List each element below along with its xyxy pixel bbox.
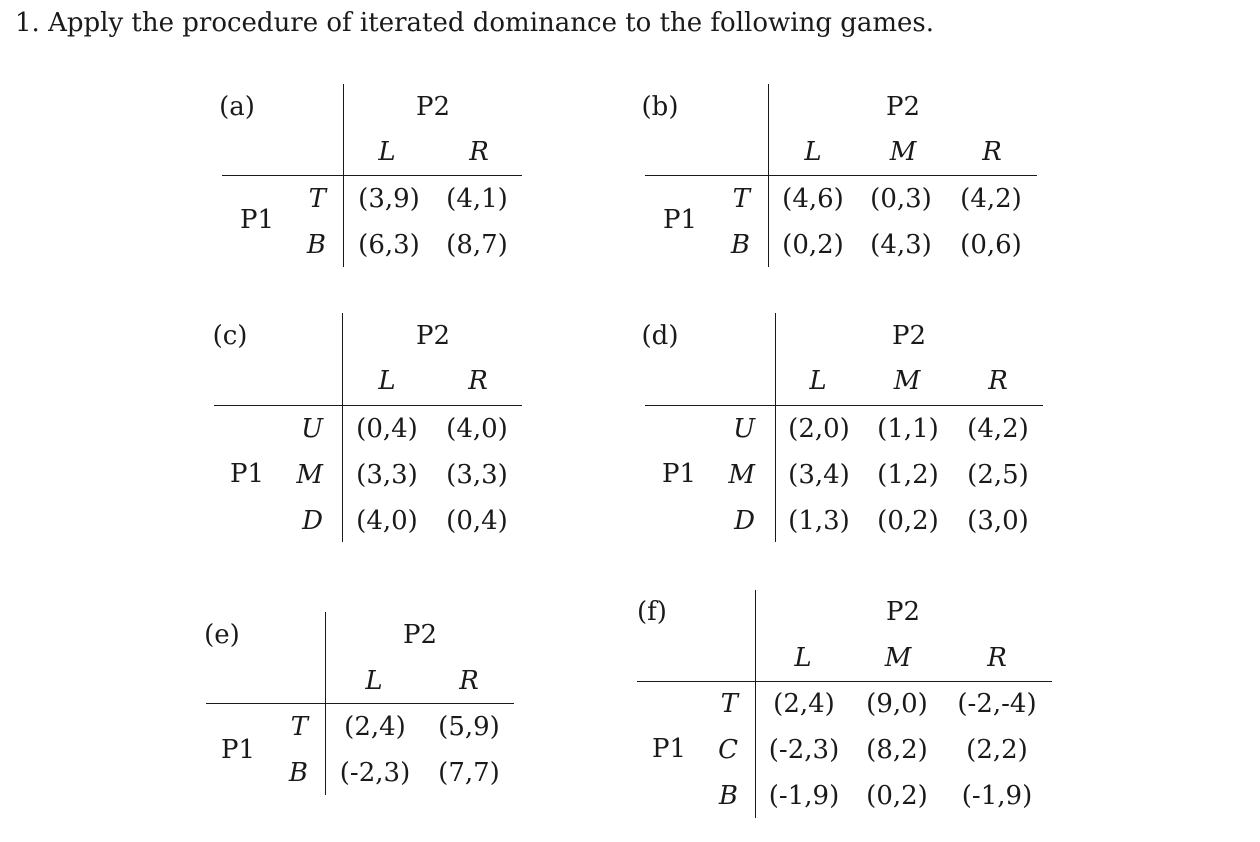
row-strategy-D: D [302,506,323,536]
column-strategy-R: R [459,666,479,696]
payoff-cell: (8,7) [446,230,508,260]
row-strategy-T: T [290,712,308,742]
column-player-label: P2 [415,92,451,122]
row-strategy-D: D [734,506,755,536]
row-player-label: P1 [229,459,265,489]
column-strategy-R: R [469,137,489,167]
column-strategy-L: L [378,137,396,167]
payoff-cell: (1,2) [877,460,939,490]
row-strategy-T: T [308,184,326,214]
row-strategy-M: M [728,460,755,490]
row-player-label: P1 [651,734,687,764]
payoff-cell: (0,6) [960,230,1022,260]
game-label: (e) [204,620,240,650]
payoff-cell: (4,0) [446,414,508,444]
payoff-cell: (0,2) [877,506,939,536]
payoff-cell: (1,1) [877,414,939,444]
game-label: (c) [212,321,248,351]
column-strategy-L: L [794,643,812,673]
horizontal-divider [645,405,1043,406]
payoff-cell: (4,3) [870,230,932,260]
payoff-cell: (0,4) [446,506,508,536]
payoff-cell: (4,0) [356,506,418,536]
payoff-cell: (4,1) [446,184,508,214]
payoff-cell: (1,3) [788,506,850,536]
vertical-divider [755,590,756,818]
row-strategy-C: C [718,735,738,765]
column-strategy-M: M [884,643,912,673]
payoff-cell: (2,5) [967,460,1029,490]
payoff-cell: (-2,-4) [957,689,1037,719]
column-player-label: P2 [402,620,438,650]
payoff-cell: (2,2) [966,735,1028,765]
column-strategy-R: R [468,366,488,396]
horizontal-divider [214,405,522,406]
payoff-cell: (3,9) [358,184,420,214]
game-label: (f) [637,597,667,627]
column-strategy-L: L [378,366,396,396]
payoff-cell: (4,2) [967,414,1029,444]
payoff-cell: (3,3) [356,460,418,490]
row-strategy-B: B [288,758,308,788]
payoff-cell: (-1,9) [768,781,840,811]
row-strategy-B: B [730,230,750,260]
payoff-cell: (3,3) [446,460,508,490]
column-strategy-L: L [809,366,827,396]
row-strategy-T: T [732,184,750,214]
row-player-label: P1 [220,735,256,765]
payoff-cell: (7,7) [438,758,500,788]
payoff-cell: (0,2) [866,781,928,811]
payoff-cell: (2,4) [773,689,835,719]
row-strategy-B: B [718,781,738,811]
vertical-divider [342,313,343,542]
payoff-cell: (3,4) [788,460,850,490]
column-player-label: P2 [885,92,921,122]
game-label: (b) [641,92,679,122]
column-strategy-R: R [988,366,1008,396]
column-strategy-L: L [804,137,822,167]
payoff-cell: (0,4) [356,414,418,444]
payoff-cell: (8,2) [866,735,928,765]
column-strategy-M: M [889,137,917,167]
payoff-cell: (3,0) [967,506,1029,536]
horizontal-divider [637,681,1052,682]
payoff-cell: (-2,3) [339,758,411,788]
row-strategy-B: B [306,230,326,260]
game-label: (a) [219,92,255,122]
payoff-cell: (-2,3) [768,735,840,765]
column-strategy-M: M [893,366,921,396]
column-strategy-R: R [982,137,1002,167]
row-player-label: P1 [239,205,275,235]
column-player-label: P2 [415,321,451,351]
game-label: (d) [641,321,679,351]
column-player-label: P2 [891,321,927,351]
payoff-cell: (6,3) [358,230,420,260]
horizontal-divider [206,703,514,704]
row-strategy-U: U [733,414,755,444]
row-player-label: P1 [662,205,698,235]
row-strategy-T: T [720,689,738,719]
vertical-divider [775,313,776,542]
payoff-cell: (4,2) [960,184,1022,214]
payoff-cell: (9,0) [866,689,928,719]
payoff-cell: (-1,9) [961,781,1033,811]
column-strategy-L: L [365,666,383,696]
payoff-cell: (0,2) [782,230,844,260]
payoff-cell: (2,4) [344,712,406,742]
column-player-label: P2 [885,597,921,627]
payoff-cell: (5,9) [438,712,500,742]
row-strategy-M: M [296,460,323,490]
column-strategy-R: R [987,643,1007,673]
payoff-cell: (4,6) [782,184,844,214]
row-player-label: P1 [661,459,697,489]
row-strategy-U: U [301,414,323,444]
problem-statement: 1. Apply the procedure of iterated dominance to the following games. [15,8,935,38]
horizontal-divider [222,175,522,176]
payoff-cell: (2,0) [788,414,850,444]
horizontal-divider [645,175,1037,176]
payoff-cell: (0,3) [870,184,932,214]
